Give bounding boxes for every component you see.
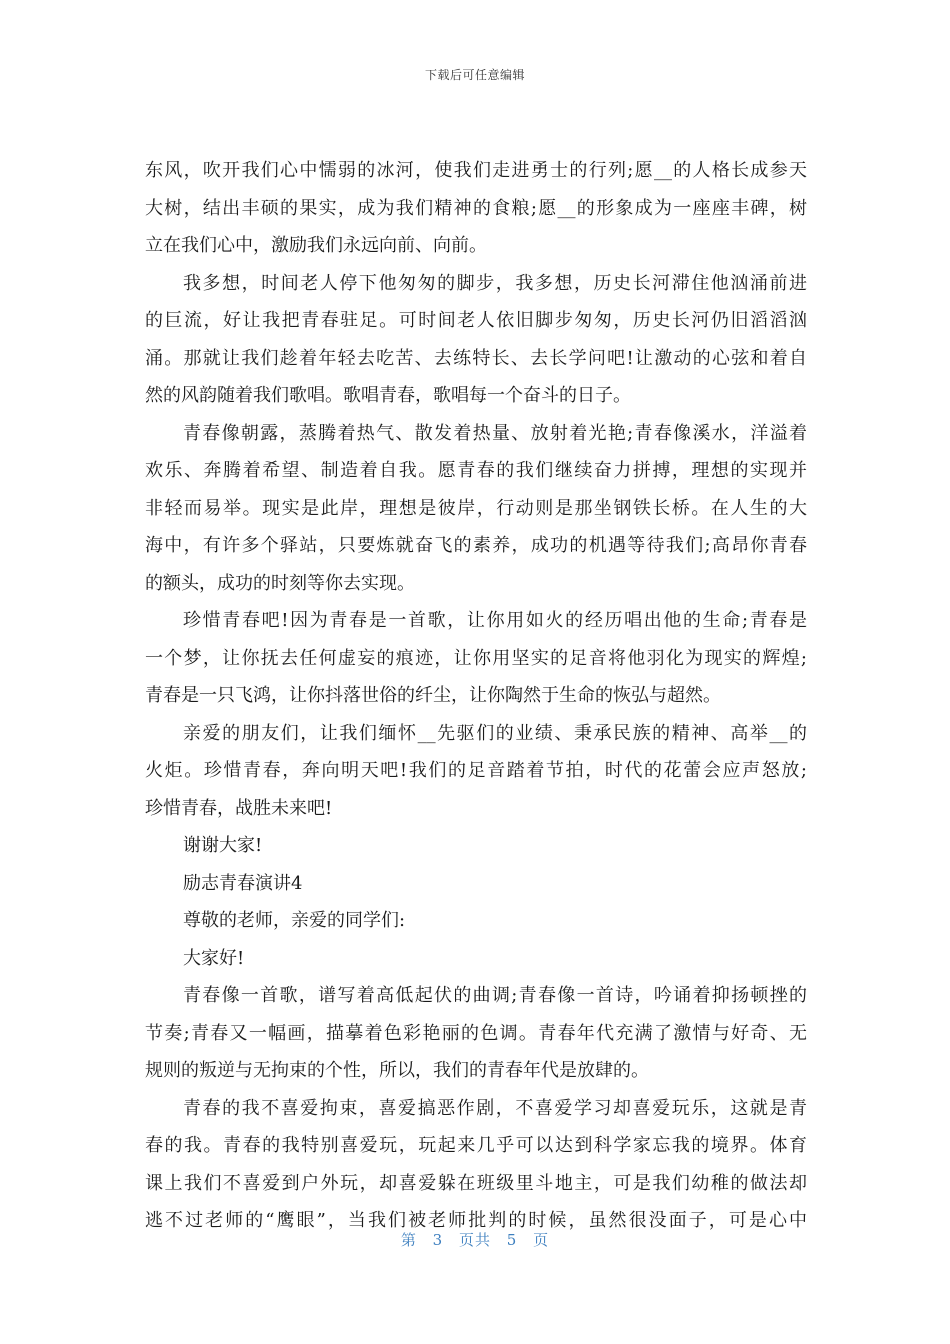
text-line: 逃不过老师的“鹰眼”，当我们被老师批判的时候，虽然很没面子，可是心中 <box>145 1210 807 1231</box>
text-line: 我多想，时间老人停下他匆匆的脚步，我多想，历史长河滞住他汹涌前进 <box>183 272 807 294</box>
text-line: 海中，有许多个驿站，只要炼就奋飞的素养，成功的机遇等待我们;高昂你青春 <box>145 535 807 556</box>
text-line: 涌。那就让我们趁着年轻去吃苦、去练特长、去长学问吧!让激动的心弦和着自 <box>145 347 807 369</box>
text-line: 亲爱的朋友们，让我们缅怀__先驱们的业绩、秉承民族的精神、高举__的 <box>183 722 807 744</box>
text-line: 青春像一首歌，谱写着高低起伏的曲调;青春像一首诗，吟诵着抑扬顿挫的 <box>183 985 807 1006</box>
text-line: 一个梦，让你抚去任何虚妄的痕迹，让你用坚实的足音将他羽化为现实的辉煌; <box>145 647 807 669</box>
text-line: 青春的我不喜爱拘束，喜爱搞恶作剧，不喜爱学习却喜爱玩乐，这就是青 <box>183 1097 807 1119</box>
text-line: 的额头，成功的时刻等你去实现。 <box>145 572 415 594</box>
text-line: 课上我们不喜爱到户外玩，却喜爱躲在班级里斗地主，可是我们幼稚的做法却 <box>145 1172 807 1194</box>
page-header: 下载后可任意编辑 <box>424 68 525 82</box>
text-line: 欢乐、奔腾着希望、制造着自我。愿青春的我们继续奋力拼搏，理想的实现并 <box>145 460 807 481</box>
text-line: 珍惜青春吧!因为青春是一首歌，让你用如火的经历唱出他的生命;青春是 <box>183 610 807 631</box>
text-line: 青春像朝露，蒸腾着热气、散发着热量、放射着光艳;青春像溪水，洋溢着 <box>183 422 807 444</box>
text-line: 谢谢大家! <box>183 835 263 856</box>
text-line: 规则的叛逆与无拘束的个性，所以，我们的青春年代是放肆的。 <box>145 1060 649 1081</box>
text-line: 节奏;青春又一幅画，描摹着色彩艳丽的色调。青春年代充满了激情与好奇、无 <box>145 1022 807 1044</box>
text-line: 青春是一只飞鸿，让你抖落世俗的纤尘，让你陶然于生命的恢弘与超然。 <box>145 685 721 706</box>
text-line: 立在我们心中，激励我们永远向前、向前。 <box>145 235 487 256</box>
text-line: 尊敬的老师，亲爱的同学们: <box>183 910 406 931</box>
text-line: 励志青春演讲4 <box>183 872 303 894</box>
document-body <box>145 152 807 1240</box>
text-line: 东风，吹开我们心中懦弱的冰河，使我们走进勇士的行列;愿__的人格长成参天 <box>145 160 807 181</box>
text-line: 非轻而易举。现实是此岸，理想是彼岸，行动则是那坐钢铁长桥。在人生的大 <box>145 497 807 519</box>
text-line: 火炬。珍惜青春，奔向明天吧!我们的足音踏着节拍，时代的花蕾会应声怒放; <box>145 760 807 781</box>
page-footer: 第 3 页共 5 页 <box>400 1231 550 1249</box>
text-line: 的巨流，好让我把青春驻足。可时间老人依旧脚步匆匆，历史长河仍旧滔滔汹 <box>145 310 807 331</box>
text-line: 大家好! <box>183 947 245 969</box>
text-line: 春的我。青春的我特别喜爱玩，玩起来几乎可以达到科学家忘我的境界。体育 <box>145 1135 807 1156</box>
text-line: 大树，结出丰硕的果实，成为我们精神的食粮;愿__的形象成为一座座丰碑，树 <box>145 197 807 219</box>
text-line: 然的风韵随着我们歌唱。歌唱青春，歌唱每一个奋斗的日子。 <box>145 385 631 406</box>
text-line: 珍惜青春，战胜未来吧! <box>145 797 333 819</box>
